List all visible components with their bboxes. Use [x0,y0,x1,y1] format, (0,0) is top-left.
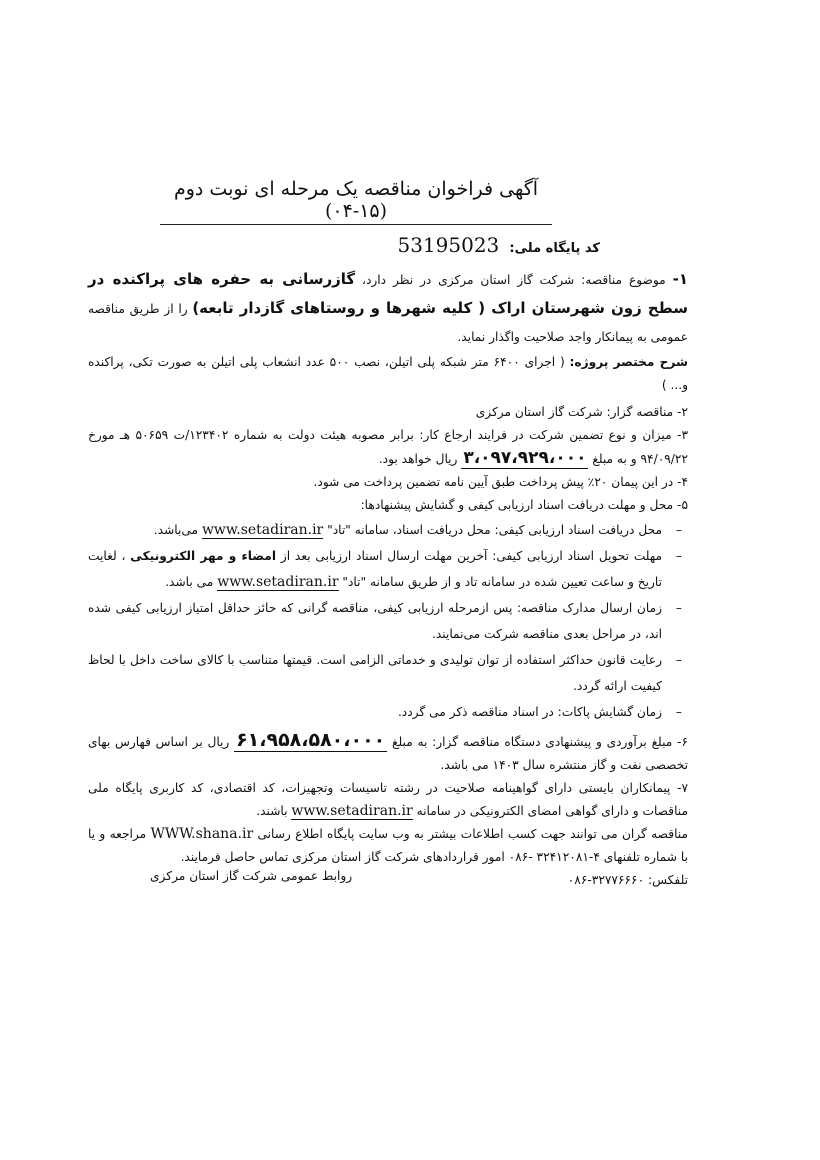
bullet-sending-documents: – زمان ارسال مدارک مناقصه: پس ازمرحله ارزیابی کیفی، مناقصه گرانی که حائز حداقل امتیاز ارزیابی کیفی شده اند، در مراحل بعدی مناقصه شرکت می‌نمایند. [88,595,688,647]
bullet-2-suffix: می باشد. [165,575,218,589]
item-1-subject [88,265,688,351]
item-3-amount: ۳،۰۹۷،۹۲۹،۰۰۰ [463,448,587,468]
item-6-amount: ۶۱،۹۵۸،۵۸۰،۰۰۰ [236,729,386,751]
contact-info [88,823,688,869]
bullet-2-text2: ، لغایت تاریخ و ساعت تعیین شده در سامانه تاد و از طریق سامانه "تاد" [88,549,662,589]
project-description-label: شرح مختصر پروژه: [569,355,688,369]
bullet-domestic-production: – رعایت قانون حداکثر استفاده از توان تولیدی و خدماتی الزامی است. قیمتها متناسب با کالای ساخت داخل با لحاظ کیفیت ارائه گردد. [88,647,688,699]
national-code-value: 53195023 [397,233,500,257]
bullet-2-bold: امضاء و مهر الکترونیکی [130,549,277,563]
project-description-text: ( اجرای ۶۴۰۰ متر شبکه پلی اتیلن، نصب ۵۰۰ عدد انشعاب پلی اتیلن به صورت تکی، پراکنده و... ) [88,355,688,392]
item-6-suffix: ریال بر اساس فهارس بهای تخصصی نفت و گاز منتشره سال ۱۴۰۳ می باشد. [88,735,688,772]
footer [88,869,688,903]
project-description [88,351,688,397]
signature: روابط عمومی شرکت گاز استان مرکزی [150,869,353,883]
notice-document [88,172,688,903]
item-3-suffix: ریال خواهد بود. [378,452,462,466]
bullet-2-text: مهلت تحویل اسناد ارزیابی کیفی: آخرین مهلت ارسال اسناد ارزیابی بعد از [276,549,662,563]
item-5-documents: ۵- محل و مهلت دریافت اسناد ارزیابی کیفی و گشایش پیشنهادها: [360,498,688,512]
contact-text: مناقصه گران می توانند جهت کسب اطلاعات بیشتر به وب سایت پایگاه اطلاع رسانی [253,827,688,841]
item-7-text: ۷- پیمانکاران بایستی دارای گواهینامه صلاحیت در رشته تاسیسات وتجهیزات، کد اقتصادی، کد کاربری پایگاه ملی مناقصات و دارای گواهی امضای الکترونیکی در سامانه [88,781,688,818]
item-5-bullet-list [88,517,688,725]
item-7-suffix: باشند. [256,804,292,818]
setadiran-link[interactable]: www.setadiran.ir [291,803,413,819]
notice-title: آگهی فراخوان مناقصه یک مرحله ای نوبت دوم (۱۵-۰۴) [160,178,552,225]
item-2-tender-holder: ۲- مناقصه گزار: شرکت گاز استان مرکزی [475,405,688,419]
item-3-text: ۳- میزان و نوع تضمین شرکت در فرایند ارجاع کار: برابر مصوبه هیئت دولت به شماره ۱۲۳۴۰۲/ت ۵۰۶۵۹ هـ مورخ ۹۴/۰۹/۲۲ و به مبلغ [88,428,688,466]
contact-suffix: مراجعه و یا با شماره تلفنهای ۴-۳۲۴۱۲۰۸۱ -۰۸۶ امور قراردادهای شرکت گاز استان مرکزی تماس حاصل فرمایند. [88,827,688,864]
item-1-suffix: را از طریق مناقصه عمومی به پیمانکار واجد صلاحیت واگذار نماید. [88,302,688,344]
item-1-subject-bold: گازرسانی به حفره های پراکنده در سطح زون شهرستان اراک ( کلیه شهرها و روستاهای گازدار تابعه) [88,270,688,317]
bullet-submission-deadline [88,543,688,595]
shana-link[interactable]: WWW.shana.ir [150,826,254,842]
item-6-text: ۶- مبلغ برآوردی و پیشنهادی دستگاه مناقصه گزار: به مبلغ [387,735,688,749]
bullet-1-suffix: می‌باشد. [153,523,202,537]
telefax: تلفکس: ۳۲۷۷۶۶۶۰-۰۸۶ [567,873,688,887]
national-code-label: کد پایگاه ملی: [509,241,600,256]
item-3-guarantee [88,424,688,471]
national-code-line [88,233,688,261]
item-7-requirements [88,777,688,823]
item-1-number: ۱- [672,270,688,288]
setadiran-link[interactable]: www.setadiran.ir [201,522,324,538]
bullet-document-location [88,517,688,543]
setadiran-link[interactable]: www.setadiran.ir [217,574,339,590]
item-4-prepayment: ۴- در این پیمان ۲۰٪ پیش پرداخت طبق آیین نامه تضمین پرداخت می شود. [313,475,688,489]
item-1-prefix: موضوع مناقصه: شرکت گاز استان مرکزی در نظر دارد، [355,273,673,287]
bullet-opening-time: – زمان گشایش پاکات: در اسناد مناقصه ذکر می گردد. [88,699,688,725]
bullet-1-text: محل دریافت اسناد ارزیابی کیفی: محل دریافت اسناد، سامانه "تاد" [323,523,662,537]
item-6-estimate [88,729,688,777]
